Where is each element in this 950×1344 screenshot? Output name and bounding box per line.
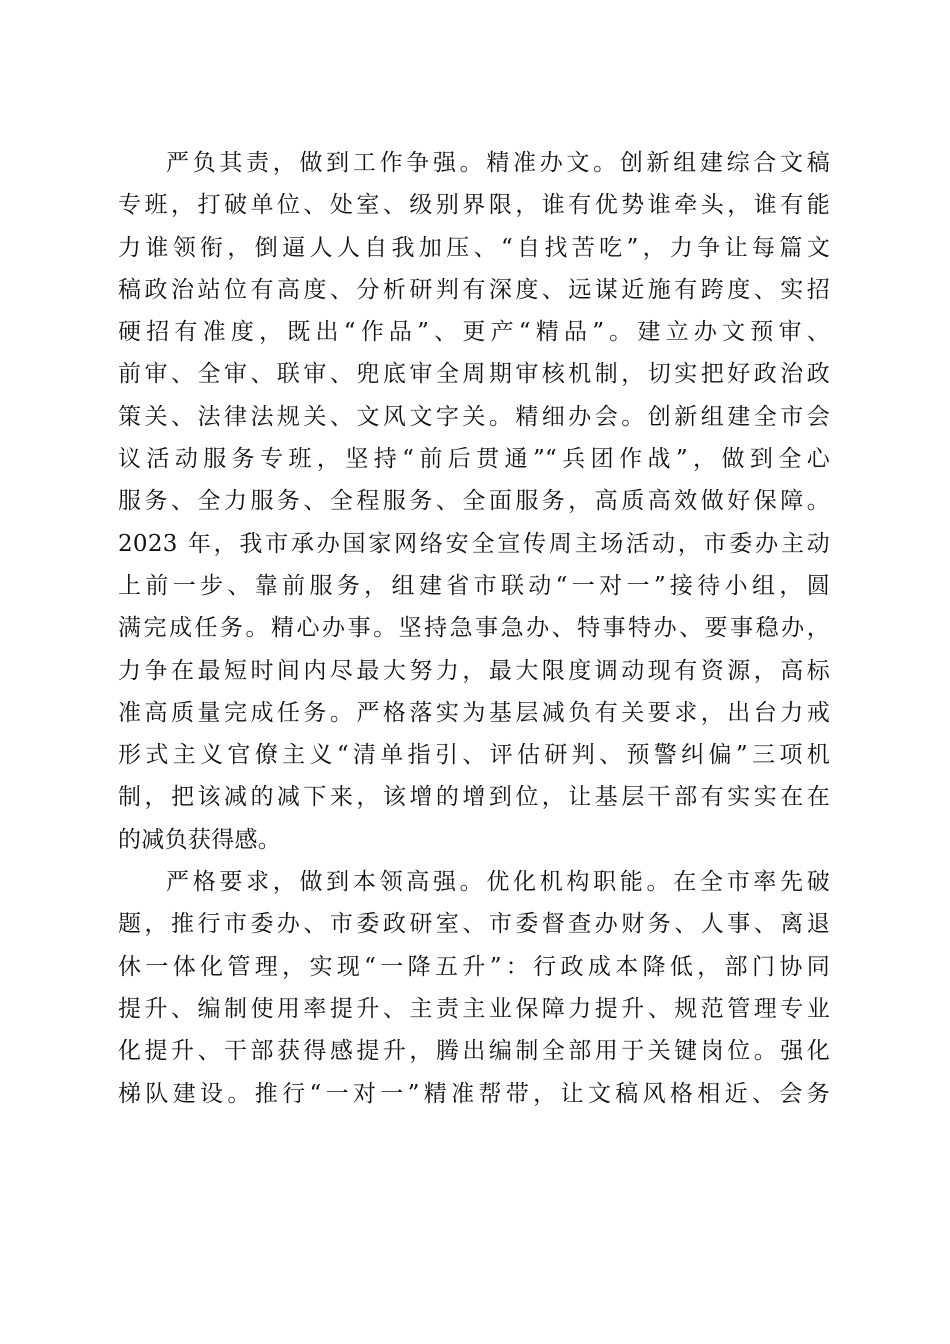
paragraph-line: 策关、法律法规关、文风文字关。精细办会。创新组建全市会 (118, 403, 830, 430)
paragraph-line: 化提升、干部获得感提升，腾出编制全部用于关键岗位。强化 (118, 1038, 830, 1065)
paragraph-line: 议活动服务专班，坚持“前后贯通”“兵团作战”，做到全心 (118, 446, 830, 473)
paragraph-line: 专班，打破单位、处室、级别界限，谁有优势谁牵头，谁有能 (118, 192, 830, 219)
paragraph-line: 严负其责，做到工作争强。精准办文。创新组建综合文稿 (166, 150, 830, 176)
paragraph-line: 严格要求，做到本领高强。优化机构职能。在全市率先破 (166, 869, 830, 896)
paragraph-line: 提升、编制使用率提升、主责主业保障力提升、规范管理专业 (118, 995, 830, 1022)
paragraph-line: 硬招有准度，既出“作品”、更产“精品”。建立办文预审、 (118, 319, 830, 346)
paragraph-line: 准高质量完成任务。严格落实为基层减负有关要求，出台力戒 (118, 699, 830, 726)
paragraph-line: 休一体化管理，实现“一降五升”：行政成本降低，部门协同 (118, 953, 830, 980)
paragraph-line: 前审、全审、联审、兜底审全周期审核机制，切实把好政治政 (118, 361, 830, 388)
paragraph-line: 服务、全力服务、全程服务、全面服务，高质高效做好保障。 (118, 488, 830, 515)
paragraph-1 (118, 142, 830, 861)
paragraph-line: 题，推行市委办、市委政研室、市委督查办财务、人事、离退 (118, 911, 830, 938)
paragraph-2 (118, 861, 830, 1115)
paragraph-line: 上前一步、靠前服务，组建省市联动“一对一”接待小组，圆 (118, 572, 830, 599)
paragraph-line: 满完成任务。精心办事。坚持急事急办、特事特办、要事稳办， (118, 615, 830, 642)
paragraph-line: 梯队建设。推行“一对一”精准帮带，让文稿风格相近、会务 (118, 1080, 830, 1107)
paragraph-line: 力谁领衔，倒逼人人自我加压、“自找苦吃”，力争让每篇文 (118, 234, 830, 261)
paragraph-line: 稿政治站位有高度、分析研判有深度、远谋近施有跨度、实招 (118, 276, 830, 303)
paragraph-line: 形式主义官僚主义“清单指引、评估研判、预警纠偏”三项机 (118, 742, 830, 769)
paragraph-line: 制，把该减的减下来，该增的增到位，让基层干部有实实在在 (118, 784, 830, 811)
paragraph-line: 的减负获得感。 (118, 826, 282, 853)
document-body (118, 142, 830, 1115)
paragraph-line: 2023 年，我市承办国家网络安全宣传周主场活动，市委办主动 (118, 530, 830, 557)
paragraph-line: 力争在最短时间内尽最大努力，最大限度调动现有资源，高标 (118, 657, 830, 684)
